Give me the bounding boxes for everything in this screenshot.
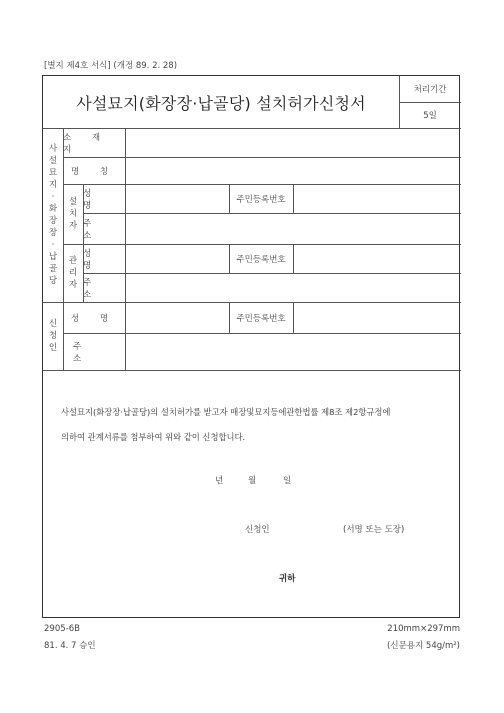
- processing-period-label: 처리기간: [413, 85, 447, 95]
- approval-date: 81. 4. 7 승인: [44, 641, 96, 651]
- manager-label: 관 리 자: [68, 256, 78, 290]
- application-form: [42, 75, 460, 618]
- applicant-section-label: 신 청 인: [48, 319, 58, 353]
- installer-name-field[interactable]: [125, 184, 229, 213]
- installer-label: 설 치 자: [68, 197, 78, 231]
- location-field[interactable]: [125, 128, 461, 157]
- applicant-address-label: 주 소: [73, 341, 104, 364]
- date-year-label: 년: [215, 476, 224, 486]
- form-title: 사설묘지(화장장·납골당) 설치허가신청서: [76, 93, 366, 113]
- applicant-name-field[interactable]: [125, 302, 229, 333]
- manager-address-field[interactable]: [125, 273, 461, 302]
- statement-line-2: 의하여 관계서류를 첨부하여 위와 같이 신청합니다.: [61, 432, 246, 442]
- processing-period-value: 5일: [423, 111, 437, 121]
- manager-name-field[interactable]: [125, 244, 229, 273]
- applicant-id-label: 주민등록번호: [236, 313, 286, 324]
- paper-type: (신문용지 54g/m²): [387, 641, 460, 651]
- installer-name-label: 성 명: [83, 188, 101, 211]
- facility-section-label: 사 설 묘 지 · 화 장 장 · 납 골 당: [48, 144, 58, 286]
- installer-address-label: 주 소: [83, 218, 101, 241]
- applicant-address-field[interactable]: [125, 333, 461, 370]
- manager-address-label: 주 소: [83, 277, 101, 300]
- manager-id-label: 주민등록번호: [236, 254, 286, 265]
- applicant-name-label: 성 명: [70, 313, 118, 324]
- applicant-id-field[interactable]: [293, 302, 461, 333]
- applicant-signature-label: 신청인: [245, 525, 270, 535]
- statement-line-1: 사설묘지(화장장·납골당)의 설치허가를 받고자 매장및묘지등에관한법률 제8조 제2항규정에: [61, 407, 391, 417]
- date-month-label: 월: [248, 476, 257, 486]
- manager-name-label: 성 명: [83, 248, 101, 271]
- recipient-label: 귀하: [279, 574, 296, 584]
- manager-id-field[interactable]: [293, 244, 461, 273]
- installer-address-field[interactable]: [125, 213, 461, 244]
- location-label: 소 재 지: [63, 132, 110, 155]
- name-label: 명 칭: [70, 166, 118, 177]
- signature-or-seal-label: (서명 또는 도장): [343, 525, 405, 535]
- date-day-label: 일: [283, 476, 292, 486]
- installer-id-field[interactable]: [293, 184, 461, 213]
- installer-id-label: 주민등록번호: [236, 194, 286, 205]
- paper-size: 210mm×297mm: [387, 624, 460, 634]
- form-number-note: [별지 제4호 서식] (개정 89. 2. 28): [44, 61, 178, 71]
- form-code: 2905-6B: [44, 624, 80, 634]
- facility-name-field[interactable]: [125, 157, 461, 184]
